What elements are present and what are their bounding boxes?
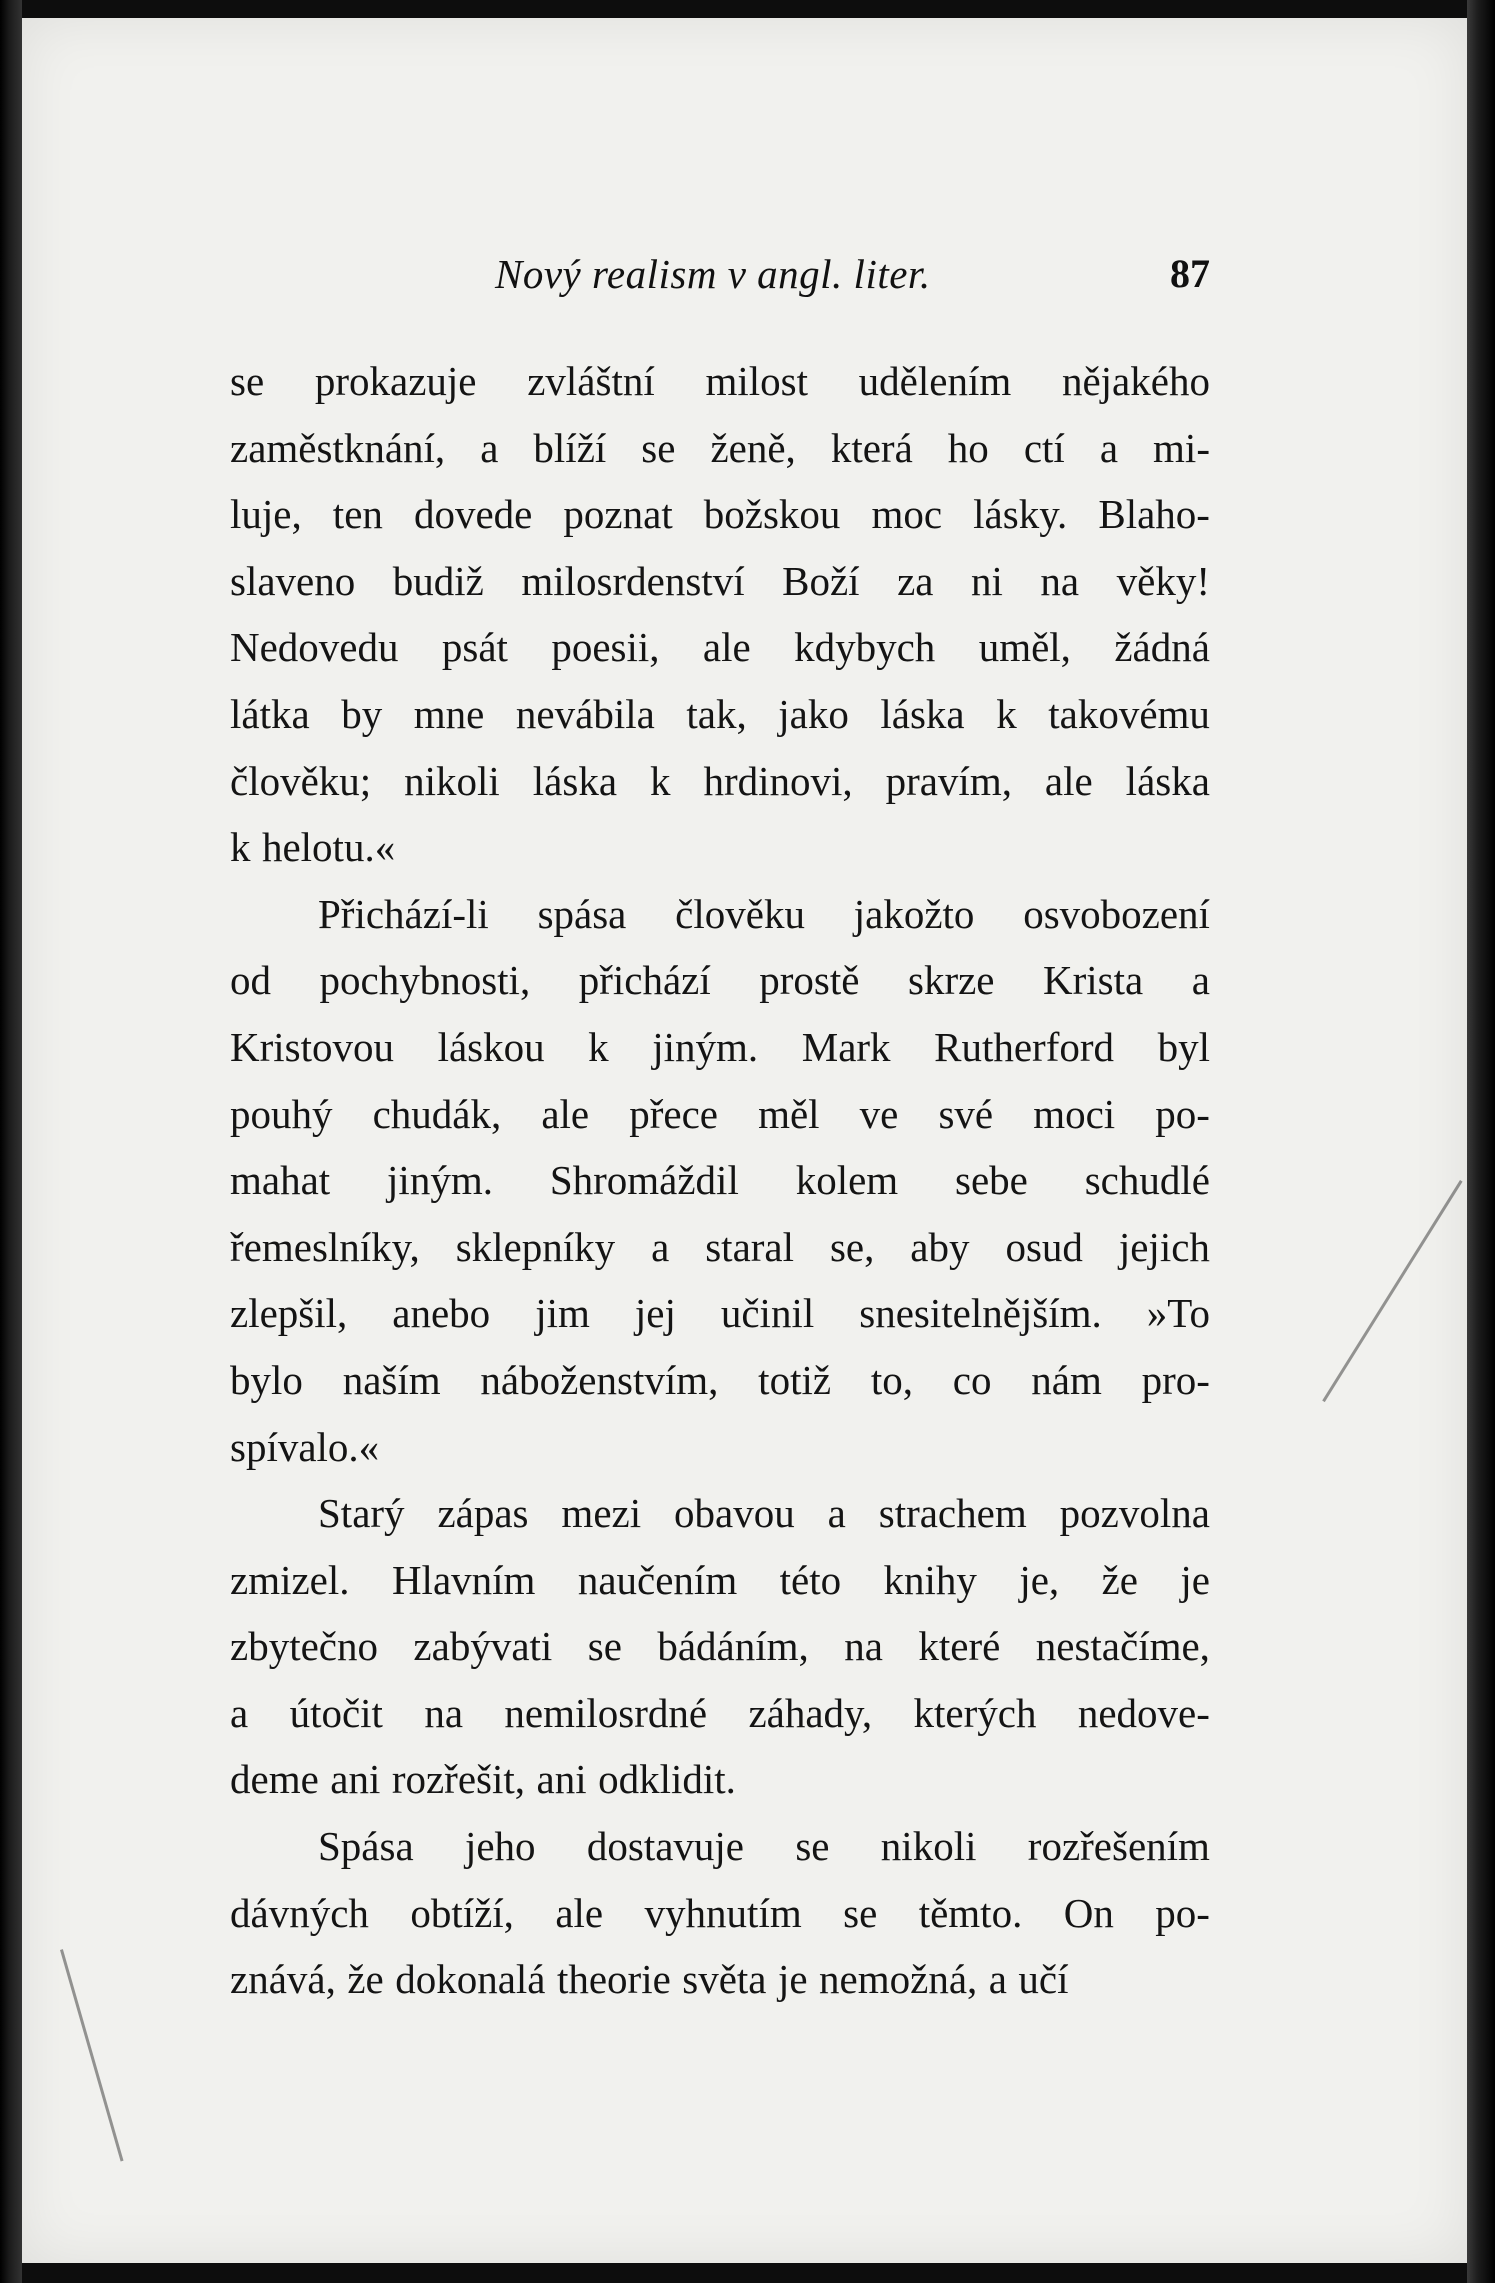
text-line: od pochybnosti, přichází prostě skrze Krista a (230, 957, 1210, 1004)
text-line: zlepšil, anebo jim jej učinil snesitelnějším. »To (230, 1290, 1210, 1337)
text-line: řemeslníky, sklepníky a staral se, aby osud jejich (230, 1223, 1210, 1270)
text-line: látka by mne nevábila tak, jako láska k takovému (230, 690, 1210, 737)
text-line: Přichází-li spása člověku jakožto osvobození (318, 890, 1210, 937)
paragraph (230, 1480, 1210, 1813)
text-line: a útočit na nemilosrdné záhady, kterých nedove- (230, 1689, 1210, 1736)
text-line: k helotu.« (230, 824, 396, 871)
text-line: člověku; nikoli láska k hrdinovi, pravím, ale láska (230, 757, 1210, 804)
text-line: Starý zápas mezi obavou a strachem pozvolna (318, 1490, 1210, 1537)
text-line: luje, ten dovede poznat božskou moc lásky. Blaho- (230, 491, 1210, 538)
text-line: se prokazuje zvláštní milost udělením nějakého (230, 358, 1210, 404)
text-line: Spása jeho dostavuje se nikoli rozřešením (318, 1823, 1210, 1870)
text-line: mahat jiným. Shromáždil kolem sebe schudlé (230, 1157, 1210, 1204)
text-line: Nedovedu psát poesii, ale kdybych uměl, žádná (230, 624, 1210, 671)
text-line: Kristovou láskou k jiným. Mark Rutherford byl (230, 1023, 1210, 1070)
text-line: pouhý chudák, ale přece měl ve své moci po- (230, 1090, 1210, 1137)
running-title: Nový realism v angl. liter. (495, 251, 931, 297)
paragraph (230, 348, 1210, 881)
paragraph (230, 881, 1210, 1480)
text-line: dávných obtíží, ale vyhnutím se těmto. On po- (230, 1889, 1210, 1936)
text-line: zbytečno zabývati se bádáním, na které nestačíme, (230, 1623, 1210, 1670)
running-header (230, 250, 1210, 310)
text-line: spívalo.« (230, 1423, 380, 1470)
paragraph (230, 1813, 1210, 2013)
page-left-shadow (0, 0, 22, 2283)
text-line: zmizel. Hlavním naučením této knihy je, že je (230, 1556, 1210, 1603)
body-text (230, 348, 1210, 2013)
text-line: bylo naším náboženstvím, totiž to, co nám pro- (230, 1356, 1210, 1403)
text-line: deme ani rozřešit, ani odklidit. (230, 1756, 736, 1803)
page-number: 87 (1170, 251, 1210, 296)
text-line: slaveno budiž milosrdenství Boží za ni na věky! (230, 557, 1210, 604)
text-line: znává, že dokonalá theorie světa je nemožná, a učí (230, 1956, 1069, 2003)
text-line: zaměstknání, a blíží se ženě, která ho ctí a mi- (230, 424, 1210, 471)
page-right-shadow (1467, 0, 1495, 2283)
